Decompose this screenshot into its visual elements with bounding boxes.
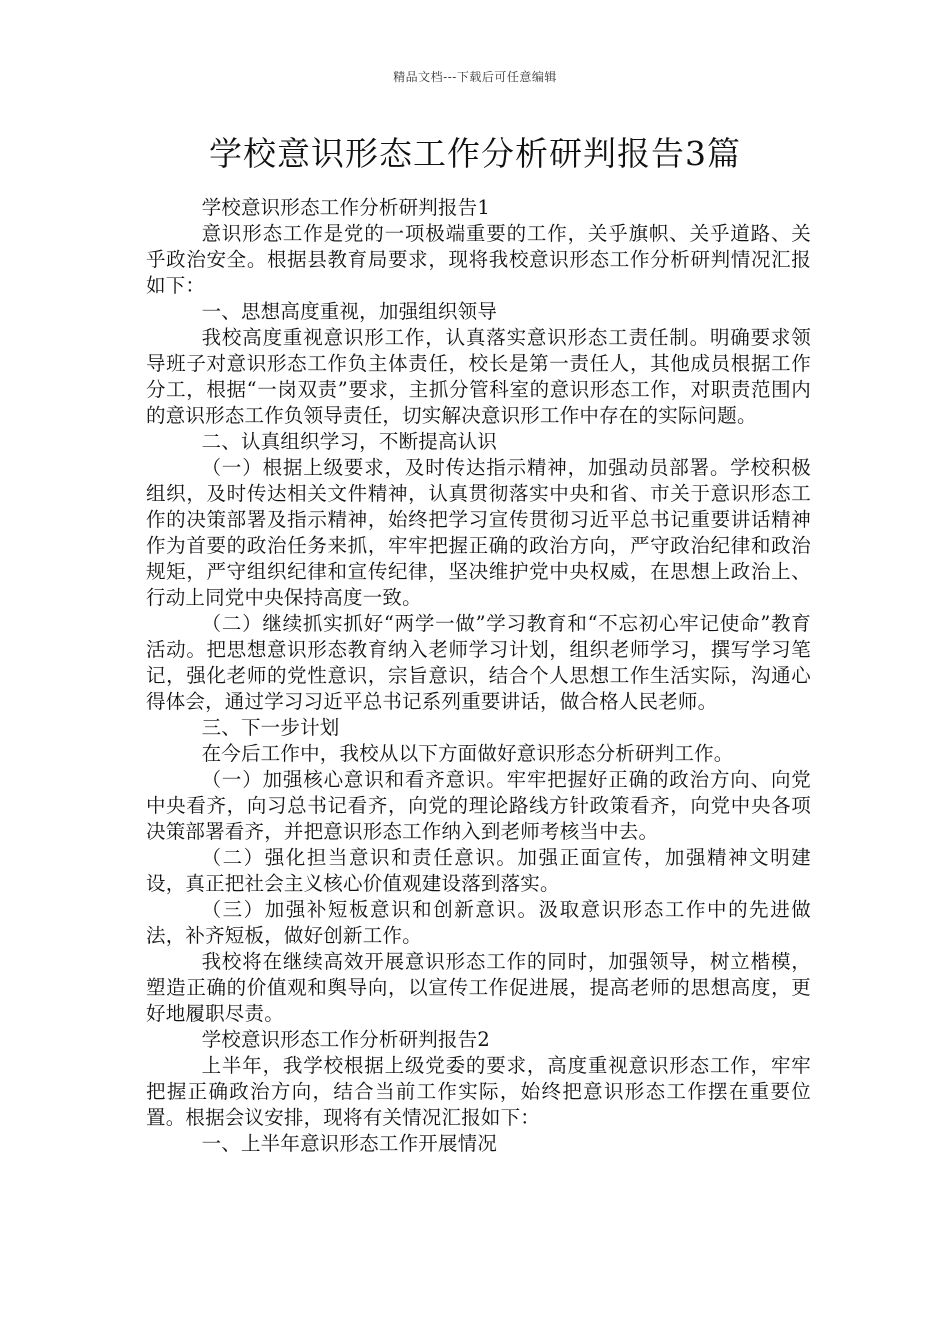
document-title: 学校意识形态工作分析研判报告3篇 [209,134,741,173]
subtitle-report-2: 学校意识形态工作分析研判报告2 [201,1028,490,1051]
section-heading-3: 三、下一步计划 [201,716,340,739]
body-paragraph: （二）继续抓实抓好“两学一做”学习教育和“不忘初心牢记使命”教育活动。把思想意识形态教育纳入老师学习计划，组织老师学习，撰写学习笔记，强化老师的党性意识，宗旨意识，结合个人思想工作生活实际，沟通心得体会，通过学习习近平总书记系列重要讲话，做合格人民老师。 [146,612,811,713]
section-heading-1: 一、思想高度重视，加强组织领导 [201,300,498,323]
body-paragraph: （一）加强核心意识和看齐意识。牢牢把握好正确的政治方向、向党中央看齐，向习总书记看齐，向党的理论路线方针政策看齐，向党中央各项决策部署看齐，并把意识形态工作纳入到老师考核当中去。 [146,768,811,843]
body-paragraph: （二）强化担当意识和责任意识。加强正面宣传，加强精神文明建设，真正把社会主义核心价值观建设落到落实。 [146,846,811,895]
document-body [146,195,811,1157]
intro-paragraph: 意识形态工作是党的一项极端重要的工作，关乎旗帜、关乎道路、关乎政治安全。根据县教育局要求，现将我校意识形态工作分析研判情况汇报如下： [146,222,811,297]
body-paragraph: （一）根据上级要求，及时传达指示精神，加强动员部署。学校积极组织，及时传达相关文件精神，认真贯彻落实中央和省、市关于意识形态工作的决策部署及指示精神，始终把学习宣传贯彻习近平总书记重要讲话精神作为首要的政治任务来抓，牢牢把握正确的政治方向，严守政治纪律和政治规矩，严守组织纪律和宣传纪律，坚决维护党中央权威，在思想上政治上、行动上同党中央保持高度一致。 [146,456,811,609]
body-paragraph: （三）加强补短板意识和创新意识。汲取意识形态工作中的先进做法，补齐短板，做好创新工作。 [146,898,811,947]
body-paragraph: 上半年，我学校根据上级党委的要求，高度重视意识形态工作，牢牢把握正确政治方向，结合当前工作实际，始终把意识形态工作摆在重要位置。根据会议安排，现将有关情况汇报如下： [146,1054,811,1129]
body-paragraph: 我校将在继续高效开展意识形态工作的同时，加强领导，树立楷模，塑造正确的价值观和舆导向，以宣传工作促进展，提高老师的思想高度，更好地履职尽责。 [146,950,811,1025]
subtitle-report-1: 学校意识形态工作分析研判报告1 [201,196,490,219]
header-note: 精品文档---下载后可任意编辑 [393,70,557,84]
body-paragraph: 我校高度重视意识形工作，认真落实意识形态工责任制。明确要求领导班子对意识形态工作负主体责任，校长是第一责任人，其他成员根据工作分工，根据“一岗双责”要求，主抓分管科室的意识形态工作，对职责范围内的意识形态工作负领导责任，切实解决意识形工作中存在的实际问题。 [146,326,811,427]
section-heading: 一、上半年意识形态工作开展情况 [201,1132,498,1155]
body-paragraph: 在今后工作中，我校从以下方面做好意识形态分析研判工作。 [201,742,734,765]
section-heading-2: 二、认真组织学习，不断提高认识 [201,430,498,453]
